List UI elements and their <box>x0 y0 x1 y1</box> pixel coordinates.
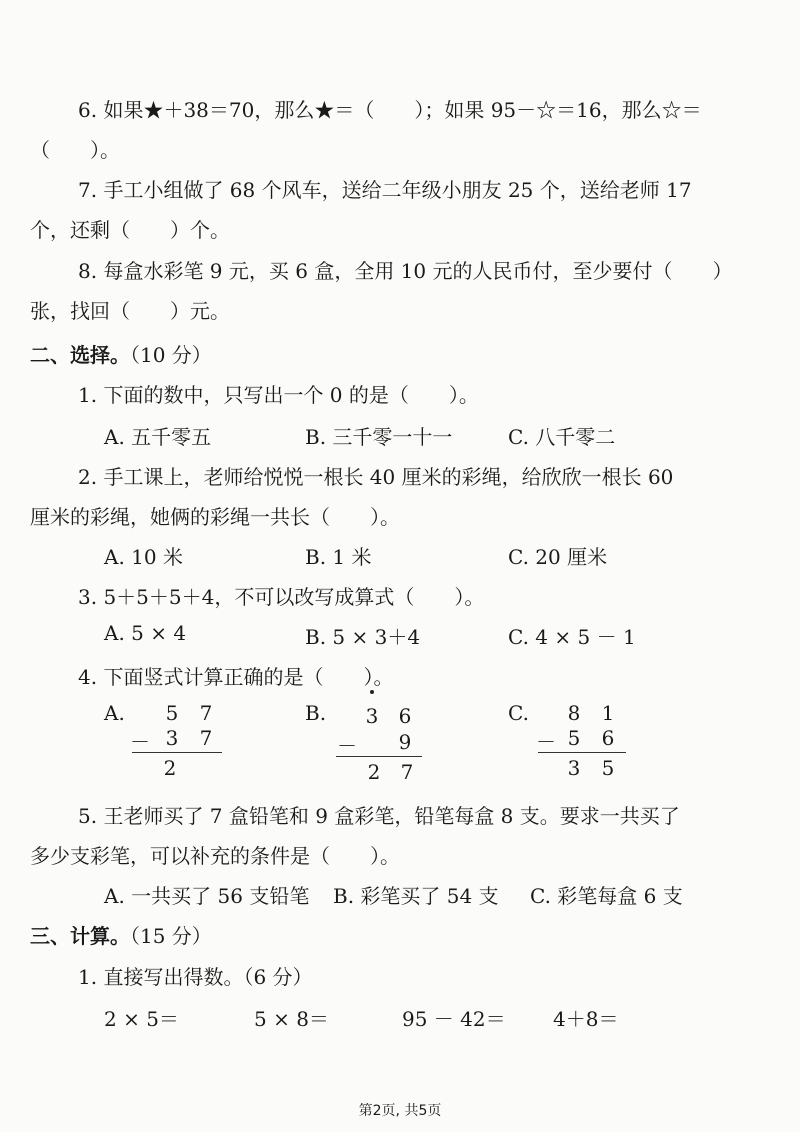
calc-expression: 4＋8＝ <box>553 1007 619 1031</box>
calc-rule <box>538 752 626 753</box>
calc-digit: 9 <box>398 730 412 754</box>
q6-line2: （ ）。 <box>30 138 120 162</box>
s2-q4-stem: 4. 下面竖式计算正确的是（ ）。 <box>78 665 394 689</box>
s2-q5-option-c: C. 彩笔每盒 6 支 <box>530 884 683 908</box>
q8-line2: 张，找回（ ）元。 <box>30 299 230 323</box>
s2-q3-option-a: A. 5 × 4 <box>104 621 187 645</box>
s2-q1-option-c: C. 八千零二 <box>508 425 616 449</box>
calc-rule <box>132 752 222 753</box>
s2-q4-option-c-label: C. <box>508 701 529 725</box>
s2-q4-option-a-label: A. <box>104 701 125 725</box>
s2-q3-stem: 3. 5＋5＋5＋4，不可以改写成算式（ ）。 <box>78 585 485 609</box>
s2-q2-stem-line2: 厘米的彩绳，她俩的彩绳一共长（ ）。 <box>30 505 400 529</box>
calc-digit: 8 <box>567 701 581 725</box>
minus-sign: － <box>536 730 556 754</box>
s2-q5-option-a: A. 一共买了 56 支铅笔 <box>104 884 310 908</box>
s2-q3-option-c: C. 4 × 5 － 1 <box>508 625 636 649</box>
calc-digit: 3 <box>165 726 179 750</box>
calc-digit: 7 <box>199 701 213 725</box>
calc-digit: 5 <box>567 726 581 750</box>
s2-q2-stem-line1: 2. 手工课上，老师给悦悦一根长 40 厘米的彩绳，给欣欣一根长 60 <box>78 465 674 489</box>
page-footer: 第2页, 共5页 <box>358 1103 442 1119</box>
s2-q2-option-c: C. 20 厘米 <box>508 545 608 569</box>
calc-expression: 2 × 5＝ <box>104 1007 179 1031</box>
s2-q1-option-a: A. 五千零五 <box>104 425 212 449</box>
calc-digit: 6 <box>601 726 615 750</box>
section3-title: 三、计算。 <box>30 924 130 948</box>
minus-sign: － <box>337 734 357 758</box>
section2-title: 二、选择。 <box>30 343 130 367</box>
calc-rule <box>336 756 422 757</box>
calc-expression: 5 × 8＝ <box>254 1007 329 1031</box>
s2-q1-option-b: B. 三千零一十一 <box>305 425 453 449</box>
section3-heading <box>30 920 212 949</box>
calc-digit: 2 <box>163 756 177 780</box>
section3-points: （15 分） <box>130 924 212 948</box>
s2-q5-stem-line2: 多少支彩笔，可以补充的条件是（ ）。 <box>30 844 400 868</box>
calc-digit: 7 <box>400 760 414 784</box>
minus-sign: － <box>130 730 150 754</box>
q7-line1: 7. 手工小组做了 68 个风车，送给二年级小朋友 25 个，送给老师 17 <box>78 178 692 202</box>
s2-q1-stem: 1. 下面的数中，只写出一个 0 的是（ ）。 <box>78 383 479 407</box>
calc-digit: 5 <box>165 701 179 725</box>
borrow-dot <box>370 690 374 694</box>
section2-points: （10 分） <box>130 343 212 367</box>
s2-q5-option-b: B. 彩笔买了 54 支 <box>333 884 499 908</box>
s2-q2-option-b: B. 1 米 <box>305 545 372 569</box>
s2-q4-option-b-label: B. <box>305 701 327 725</box>
q8-line1: 8. 每盒水彩笔 9 元，买 6 盒，全用 10 元的人民币付，至少要付（ ） <box>78 259 733 283</box>
calc-digit: 2 <box>367 760 381 784</box>
section2-heading <box>30 339 212 368</box>
calc-digit: 6 <box>398 704 412 728</box>
s2-q3-option-b: B. 5 × 3＋4 <box>305 625 421 649</box>
s2-q5-stem-line1: 5. 王老师买了 7 盒铅笔和 9 盒彩笔，铅笔每盒 8 支。要求一共买了 <box>78 804 680 828</box>
q7-line2: 个，还剩（ ）个。 <box>30 218 230 242</box>
calc-digit: 3 <box>567 756 581 780</box>
calc-digit: 3 <box>365 704 379 728</box>
calc-digit: 7 <box>199 726 213 750</box>
s3-q1-title: 1. 直接写出得数。（6 分） <box>78 965 313 989</box>
calc-expression: 95 － 42＝ <box>402 1007 506 1031</box>
q6-line1: 6. 如果★＋38＝70，那么★＝（ ）；如果 95－☆＝16，那么☆＝ <box>78 98 702 122</box>
calc-digit: 1 <box>601 701 615 725</box>
calc-digit: 5 <box>601 756 615 780</box>
s2-q2-option-a: A. 10 米 <box>104 545 183 569</box>
